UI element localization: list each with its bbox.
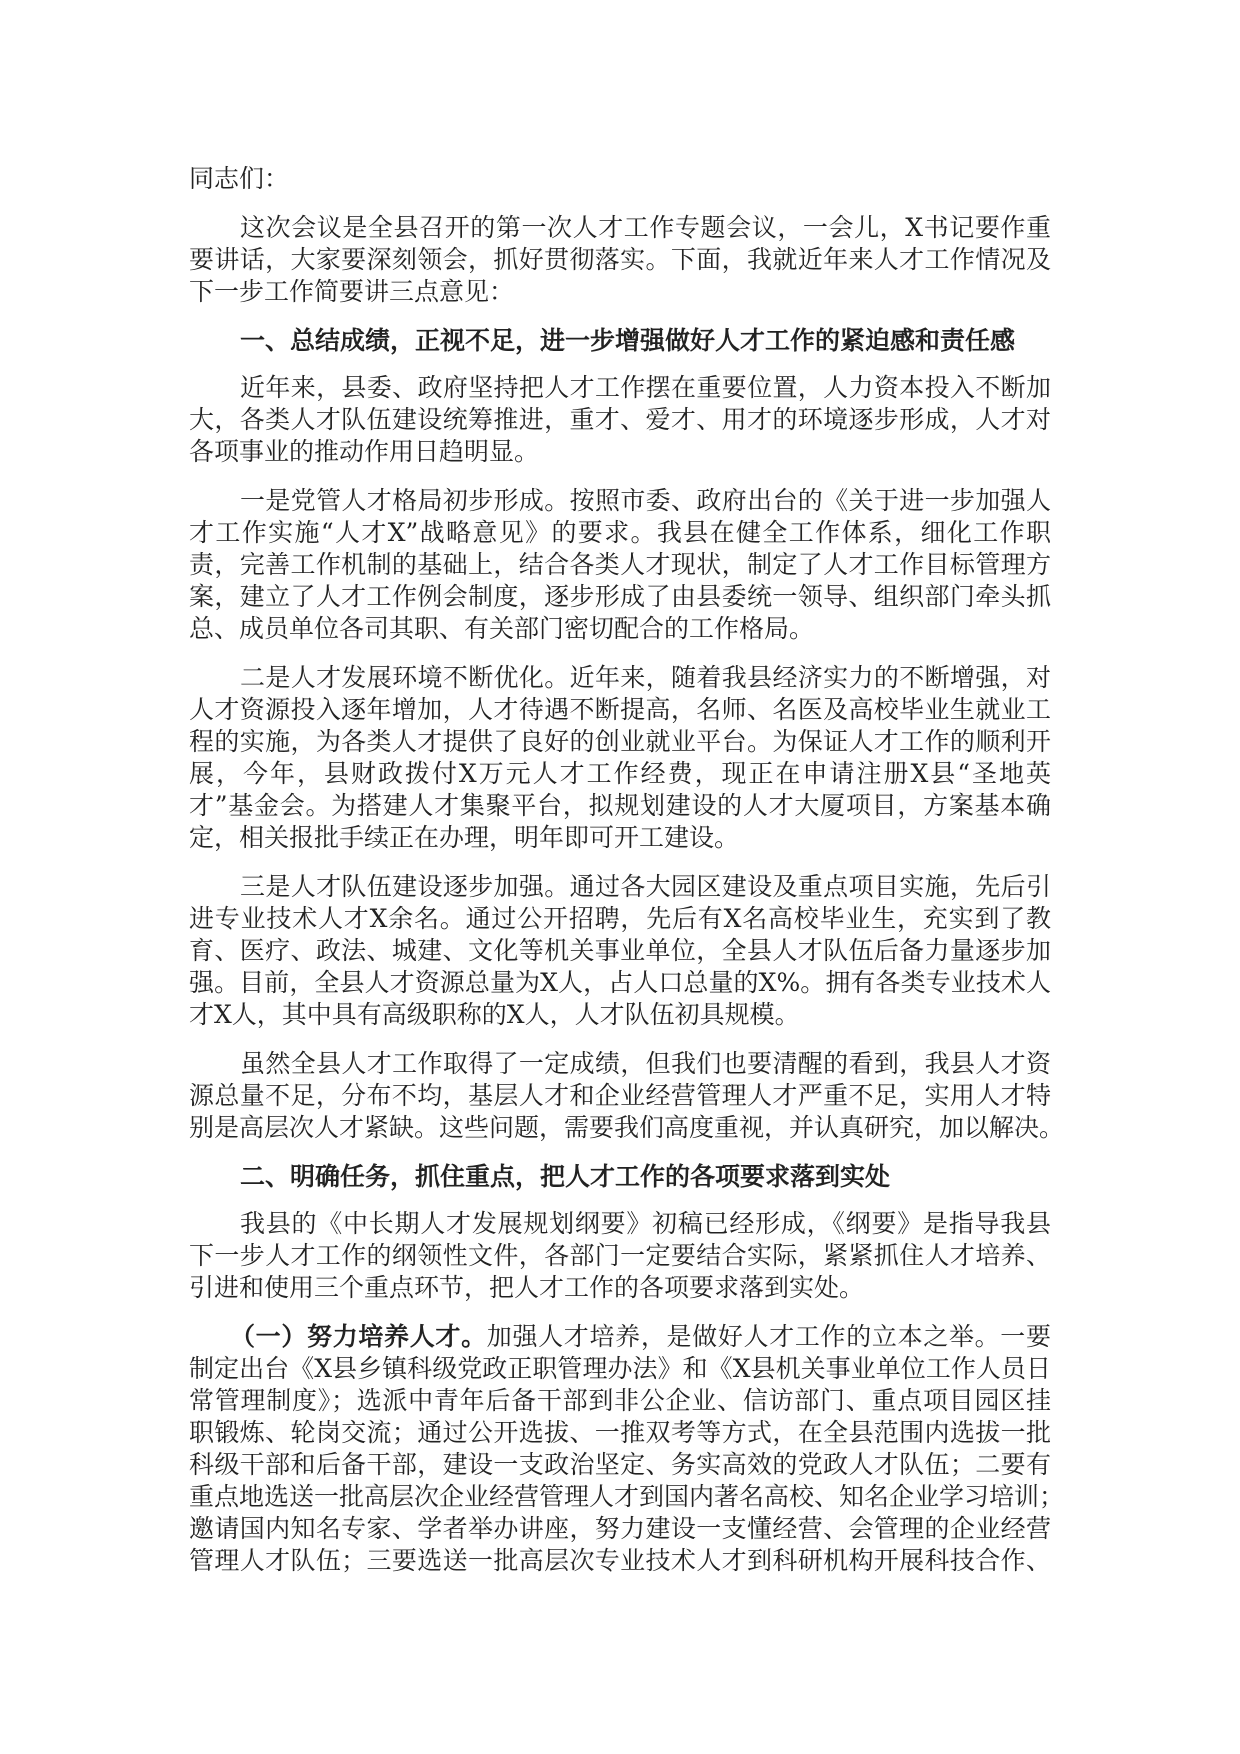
text-line: 人才资源投入逐年增加，人才待遇不断提高，名师、名医及高校毕业生就业工 <box>189 695 1051 724</box>
paragraph <box>189 485 1051 645</box>
text-line: 强。目前，全县人才资源总量为X人，占人口总量的X%。拥有各类专业技术人 <box>189 968 1051 997</box>
text-line: 责，完善工作机制的基础上，结合各类人才现状，制定了人才工作目标管理方 <box>189 550 1051 579</box>
text-line: 源总量不足，分布不均，基层人才和企业经营管理人才严重不足，实用人才特 <box>189 1081 1051 1110</box>
paragraph <box>189 1048 1065 1144</box>
text-line: 引进和使用三个重点环节，把人才工作的各项要求落到实处。 <box>189 1273 865 1302</box>
salutation-text: 同志们： <box>189 164 290 193</box>
text-line: 育、医疗、政法、城建、文化等机关事业单位，全县人才队伍后备力量逐步加 <box>189 936 1051 965</box>
text-line: 总、成员单位各司其职、有关部门密切配合的工作格局。 <box>189 614 815 643</box>
text-line: 程的实施，为各类人才提供了良好的创业就业平台。为保证人才工作的顺利开 <box>189 727 1051 756</box>
text-line: 才X人，其中具有高级职称的X人，人才队伍初具规模。 <box>189 1000 800 1029</box>
text-line: 才”基金会。为搭建人才集聚平台，拟规划建设的人才大厦项目，方案基本确 <box>189 791 1051 820</box>
text-line: 案，建立了人才工作例会制度，逐步形成了由县委统一领导、组织部门牵头抓 <box>189 582 1051 611</box>
text-line: 要讲话，大家要深刻领会，抓好贯彻落实。下面，我就近年来人才工作情况及 <box>189 245 1051 274</box>
text-line: 我县的《中长期人才发展规划纲要》初稿已经形成，《纲要》是指导我县 <box>240 1209 1051 1238</box>
text-line: 职锻炼、轮岗交流；通过公开选拔、一推双考等方式，在全县范围内选拔一批 <box>189 1418 1051 1447</box>
text-line: 虽然全县人才工作取得了一定成绩，但我们也要清醒的看到，我县人才资 <box>240 1049 1051 1078</box>
text-line: 这次会议是全县召开的第一次人才工作专题会议，一会儿，X书记要作重 <box>240 213 1051 242</box>
text-line: 制定出台《X县乡镇科级党政正职管理办法》和《X县机关事业单位工作人员日 <box>189 1354 1051 1383</box>
text-line: 大，各类人才队伍建设统筹推进，重才、爱才、用才的环境逐步形成，人才对 <box>189 405 1051 434</box>
text-line: 管理人才队伍；三要选送一批高层次专业技术人才到科研机构开展科技合作、 <box>189 1546 1051 1575</box>
text-line: 近年来，县委、政府坚持把人才工作摆在重要位置，人力资本投入不断加 <box>240 373 1051 402</box>
paragraph <box>189 662 1051 854</box>
text-line: 下一步人才工作的纲领性文件，各部门一定要结合实际，紧紧抓住人才培养、 <box>189 1241 1051 1270</box>
text-line: 科级干部和后备干部，建设一支政治坚定、务实高效的党政人才队伍；二要有 <box>189 1450 1051 1479</box>
subsection-title: （一）努力培养人才。 <box>230 1322 487 1351</box>
text-line: 展，今年，县财政拨付X万元人才工作经费，现正在申请注册X县“圣地英 <box>189 759 1051 788</box>
document-body <box>189 212 1065 1577</box>
paragraph <box>189 871 1051 1031</box>
text-span: 加强人才培养，是做好人才工作的立本之举。一要 <box>486 1322 1051 1351</box>
section-heading: 一、总结成绩，正视不足，进一步增强做好人才工作的紧迫感和责任感 <box>240 326 1016 355</box>
paragraph <box>189 212 1051 308</box>
text-line: 重点地选送一批高层次企业经营管理人才到国内著名高校、知名企业学习培训； <box>189 1482 1065 1511</box>
text-line: 下一步工作简要讲三点意见： <box>189 277 515 306</box>
text-line: 二是人才发展环境不断优化。近年来，随着我县经济实力的不断增强，对 <box>240 663 1051 692</box>
document-page <box>189 163 1065 1594</box>
subsection-paragraph <box>189 1321 1065 1577</box>
paragraph <box>189 372 1051 468</box>
text-line: 一是党管人才格局初步形成。按照市委、政府出台的《关于进一步加强人 <box>240 486 1051 515</box>
text-line: 别是高层次人才紧缺。这些问题，需要我们高度重视，并认真研究，加以解决。 <box>189 1113 1065 1142</box>
text-line: 各项事业的推动作用日趋明显。 <box>189 437 540 466</box>
text-line: 定，相关报批手续正在办理，明年即可开工建设。 <box>189 823 740 852</box>
text-line: 常管理制度》；选派中青年后备干部到非公企业、信访部门、重点项目园区挂 <box>189 1386 1051 1415</box>
section-heading: 二、明确任务，抓住重点，把人才工作的各项要求落到实处 <box>240 1162 891 1191</box>
text-line: 三是人才队伍建设逐步加强。通过各大园区建设及重点项目实施，先后引 <box>240 872 1051 901</box>
text-line: 才工作实施“人才X”战略意见》的要求。我县在健全工作体系，细化工作职 <box>189 518 1051 547</box>
salutation <box>189 163 1051 195</box>
text-line <box>189 1321 1051 1353</box>
text-line: 进专业技术人才X余名。通过公开招聘，先后有X名高校毕业生，充实到了教 <box>189 904 1051 933</box>
text-line: 邀请国内知名专家、学者举办讲座，努力建设一支懂经营、会管理的企业经营 <box>189 1514 1051 1543</box>
paragraph <box>189 1208 1051 1304</box>
